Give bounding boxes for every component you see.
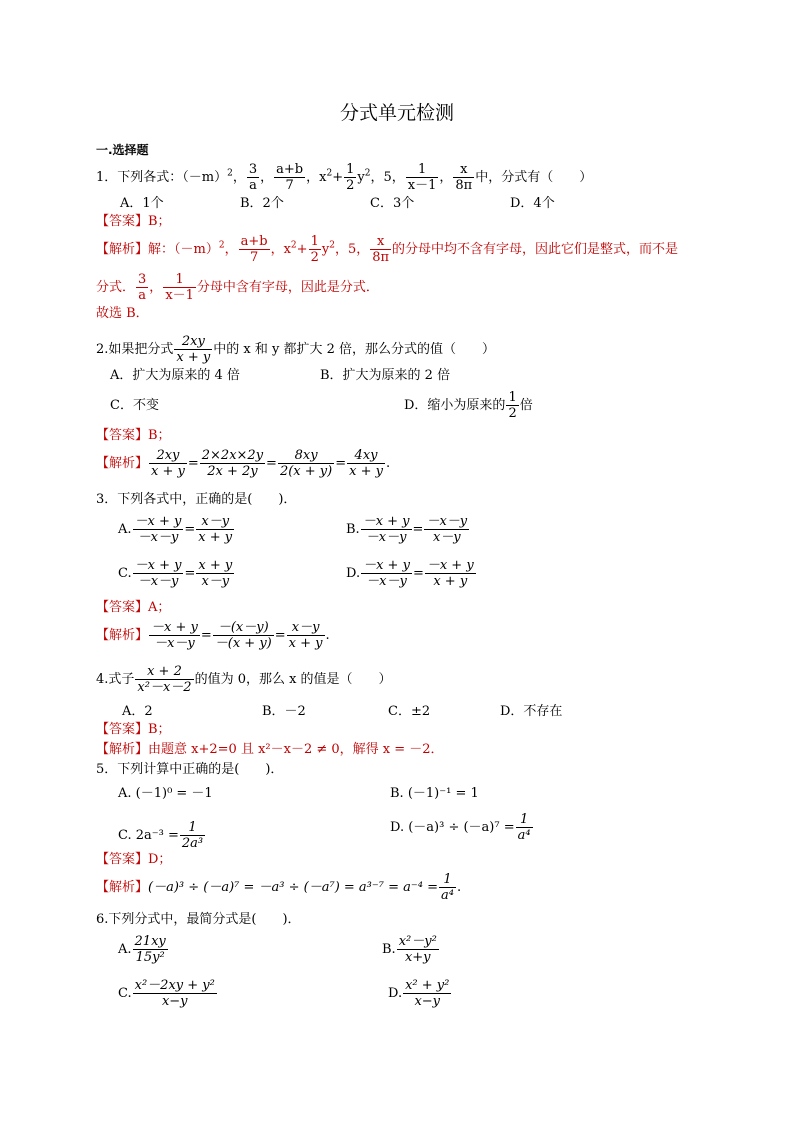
q2-option-c: C．不变 (110, 398, 159, 413)
q2-option-a: A．扩大为原来的 4 倍 (110, 368, 240, 383)
fraction: $\frac{a+b}{7}$ (276, 162, 304, 193)
fraction: $\frac{1}{2}$ (310, 234, 319, 265)
q2-option-b: B．扩大为原来的 2 倍 (320, 368, 451, 383)
page-title: 分式单元检测 (339, 102, 454, 124)
q6-option-b: B. $\frac{\text{x²－y²}}{x+y}$ (382, 934, 437, 965)
q5-option-b: B. (－1)⁻¹ = 1 (390, 786, 479, 801)
q3-option-c: C. $\frac{-x + y}{-x-y}$ = $\frac{x + y}{x-y}$ (118, 558, 233, 589)
q1-option-a: A．1个 (120, 196, 164, 211)
q5-answer: 【答案】D； (96, 852, 172, 867)
q5-option-a: A. (－1)⁰ = －1 (118, 786, 213, 801)
q3-explanation: 【解析】 $\frac{-x + y}{-x-y}$ = $\frac{-(x-y)}{-(x + y)}$ = $\frac{x-y}{x + y}$ . (96, 620, 330, 651)
q1-explanation: 【解析】解：$(-m)^2$， $\frac{a+b}{7}$ ，$x^2+$ $\frac{1}{2}$ $y^2$，5， $\frac{x}{8\pi}$ 的分母中均不含有字母，因此它们是整式，而不是 (96, 234, 679, 265)
fraction: $\frac{a+b}{7}$ (240, 234, 268, 265)
fraction: $\frac{x}{8\pi}$ (372, 234, 390, 265)
question-4: 4.式子 $\frac{x + 2}{\text{x²－x－2}}$ 的值为 0，那么 x 的值是（ ） (96, 664, 392, 695)
q3-option-b: B. $\frac{-x + y}{-x-y}$ = $\frac{-x-y}{x-y}$ (346, 514, 468, 545)
q1-option-d: D．4个 (510, 196, 555, 211)
question-2: 2.如果把分式 $\frac{2xy}{x + y}$ 中的 x 和 y 都扩大 2 倍，那么分式的值（ ） (96, 334, 495, 365)
q1-option-c: C．3个 (370, 196, 415, 211)
q1-option-b: B．2个 (240, 196, 284, 211)
q4-option-d: D．不存在 (500, 704, 563, 719)
fraction: $\frac{4xy}{x + y}$ (349, 448, 383, 479)
fraction: $\frac{1}{x-1}$ (165, 272, 194, 303)
q5-option-d: D. (－a)³ ÷ (－a)⁷ = $\frac{1}{\text{a⁴}}$ (390, 812, 531, 843)
fraction: $\frac{x}{8\pi}$ (455, 162, 473, 193)
q3-option-d: D. $\frac{-x + y}{-x-y}$ = $\frac{-x + y}{x + y}$ (346, 558, 474, 589)
q2-explanation: 【解析】 $\frac{2xy}{x + y}$ = $\frac{2\times 2x\times 2y}{2x + 2y}$ = $\frac{8xy}{2(x + y)}$ = $\frac{4xy}{x + y}$ . (96, 448, 391, 479)
q4-answer: 【答案】B； (96, 722, 171, 737)
fraction: $\frac{8xy}{2(x + y)}$ (279, 448, 333, 479)
q4-option-b: B．－2 (262, 704, 306, 719)
fraction: $\frac{1}{x-1}$ (407, 162, 437, 193)
q1-explanation-2: 分式． $\frac{3}{a}$ ， $\frac{1}{x-1}$ 分母中含有字母，因此是分式． (96, 272, 379, 303)
section-heading: 一.选择题 (96, 143, 149, 157)
fraction: $\frac{3}{a}$ (138, 272, 147, 303)
fraction: $\frac{1}{2}$ (508, 390, 517, 421)
question-3: 3．下列各式中，正确的是( )． (96, 492, 297, 507)
question-5: 5．下列计算中正确的是( )． (96, 762, 284, 777)
q2-option-d: D．缩小为原来的 $\frac{1}{2}$ 倍 (404, 390, 533, 421)
q1-answer: 【答案】B； (96, 214, 171, 229)
question-1: 1．下列各式：$(-m)^2$， $\frac{3}{a}$ ， $\frac{a+b}{7}$ ，$x^2+$ $\frac{1}{2}$ $y^2$，5， $\frac{1}{x-1}$ ， $\frac{x}{8\pi}$ 中，分式有（ ） (96, 162, 593, 193)
question-6: 6.下列分式中，最简分式是( )． (96, 912, 301, 927)
q4-option-c: C．±2 (388, 704, 431, 719)
fraction: $\frac{2xy}{x + y}$ (151, 448, 185, 479)
fraction: $\frac{2xy}{x + y}$ (176, 334, 211, 365)
q6-option-a: A. $\frac{21xy}{\text{15y²}}$ (118, 934, 166, 965)
q4-option-a: A．2 (122, 704, 153, 719)
q1-conclusion: 故选 B． (96, 306, 149, 321)
q3-option-a: A. $\frac{-x + y}{-x-y}$ = $\frac{x-y}{x + y}$ (118, 514, 233, 545)
q3-answer: 【答案】A； (96, 600, 171, 615)
fraction: $\frac{1}{2}$ (346, 162, 355, 193)
q4-explanation: 【解析】由题意 x+2=0 且 x²－x－2 ≠ 0，解得 x = －2． (96, 742, 444, 757)
q5-option-c: C. 2a⁻³ = $\frac{1}{\text{2a³}}$ (118, 820, 204, 851)
q6-option-c: C. $\frac{\text{x²－2xy + y²}}{x-y}$ (118, 978, 215, 1009)
q6-option-d: D. $\frac{\text{x² + y²}}{x-y}$ (388, 978, 450, 1009)
fraction: $\frac{2\times 2x\times 2y}{2x + 2y}$ (201, 448, 264, 479)
fraction: $\frac{3}{a}$ (248, 162, 258, 193)
q5-explanation: 【解析】(－a)³ ÷ (－a)⁷ = －a³ ÷ (－a⁷) = a³⁻⁷ = a⁻⁴ = $\frac{1}{\text{a⁴}}$ . (96, 872, 462, 903)
q2-answer: 【答案】B； (96, 428, 171, 443)
